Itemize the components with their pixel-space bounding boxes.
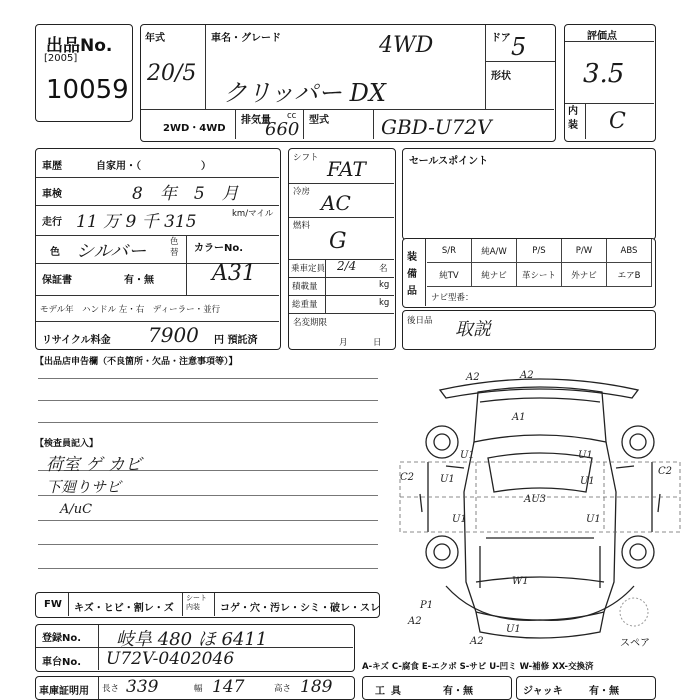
history-box	[35, 148, 281, 350]
equipment-item: 純A/W	[472, 239, 517, 263]
lot-number: 10059	[46, 75, 129, 105]
cc-label: cc	[287, 111, 297, 121]
registration-box	[35, 624, 355, 672]
condition-row	[35, 592, 380, 618]
warranty-options: 有・無	[124, 275, 154, 286]
lot-number-box	[35, 24, 133, 122]
reg-label: 登録No.	[42, 633, 82, 644]
jack-options: 有・無	[589, 686, 619, 697]
damage-mark: C2	[400, 472, 415, 483]
damage-mark: U1	[580, 476, 595, 487]
fuel-value: G	[329, 229, 347, 254]
damage-mark: U1	[460, 450, 475, 461]
door-label: ドア	[491, 33, 511, 44]
capacity-label: 乗車定員	[291, 264, 326, 274]
mileage-value: 11 万 9 千 315	[76, 212, 197, 232]
height-label: 高さ	[274, 684, 292, 694]
seller-notes-label: 【出品店申告欄（不良箇所・欠品・注意事項等）】	[35, 357, 238, 367]
color-no-label: カラーNo.	[194, 243, 244, 254]
color-no-value: A31	[212, 261, 256, 286]
equipment-item: 純TV	[427, 263, 472, 287]
damage-mark: U1	[506, 624, 521, 635]
interior-label: 内装	[568, 106, 578, 131]
inspection-value: 8 年 5 月	[132, 184, 239, 204]
tools-options: 有・無	[443, 686, 473, 697]
damage-mark: A2	[470, 636, 484, 647]
capacity-unit: 名	[379, 264, 388, 274]
chassis-label: 車台No.	[42, 657, 82, 668]
damage-mark: U1	[578, 450, 593, 461]
equipment-item: 外ナビ	[562, 263, 607, 287]
weight-label: 総重量	[292, 300, 318, 310]
specs-box	[288, 148, 396, 350]
damage-legend: A-キズ C-腐食 E-エクボ S-サビ U-凹ミ W-補修 XX-交換済	[362, 662, 594, 672]
damage-mark: U1	[440, 474, 455, 485]
damage-mark: A2	[466, 372, 480, 383]
later-items-label: 後日品	[407, 316, 433, 326]
interior-value: C	[609, 109, 626, 134]
ac-label: 冷房	[293, 187, 311, 197]
recycle-unit: 円 預託済	[214, 335, 258, 346]
recycle-value: 7900	[148, 323, 199, 347]
equipment-item: P/W	[562, 239, 607, 263]
fw-label: FW	[44, 599, 62, 610]
score-value: 3.5	[583, 59, 625, 89]
width-label: 幅	[194, 684, 203, 694]
height-value: 189	[300, 677, 333, 697]
length-value: 339	[126, 677, 159, 697]
history-options: 自家用・（ ）	[96, 161, 211, 172]
expiry-month-day: 月 日	[339, 338, 382, 348]
drive-note: 4WD	[379, 33, 434, 58]
displacement-label: 排気量	[241, 115, 271, 126]
fuel-label: 燃料	[293, 221, 311, 231]
length-label: 長さ	[102, 684, 120, 694]
type-label: 型式	[309, 115, 329, 126]
damage-mark: U1	[586, 514, 601, 525]
shift-label: シフト	[293, 153, 319, 163]
equipment-box	[402, 238, 656, 308]
color-label: 色	[50, 247, 60, 258]
nav-model-label: ナビ型番：	[431, 293, 474, 303]
equipment-item: 革シート	[517, 263, 562, 287]
width-value: 147	[212, 677, 245, 697]
equipment-item: P/S	[517, 239, 562, 263]
garage-cert-row	[35, 676, 355, 700]
score-box	[564, 24, 656, 142]
color-change-label: 色替	[170, 237, 179, 258]
weight-kg: kg	[379, 298, 390, 308]
lot-title: 出品No.	[46, 36, 113, 56]
drive-label: 2WD・4WD	[163, 123, 226, 134]
model-value: クリッパー DX	[223, 79, 386, 107]
history-label: 車歴	[42, 161, 62, 172]
damage-mark: A1	[512, 412, 526, 423]
load-kg: kg	[379, 280, 390, 290]
equipment-item: S/R	[427, 239, 472, 263]
year-value: 20/5	[147, 61, 197, 86]
fw-items: キズ・ヒビ・割レ・ズ	[74, 603, 174, 614]
type-value: GBD-U72V	[381, 115, 492, 139]
equipment-label: 装備品	[407, 252, 417, 297]
load-label: 積載量	[292, 282, 318, 292]
score-label: 評価点	[587, 31, 617, 42]
capacity-value: 2/4	[337, 259, 357, 273]
sales-point-label: セールスポイント	[409, 156, 489, 167]
jack-label: ジャッキ	[523, 686, 563, 697]
inspector-line-2: 下廻りサビ	[46, 478, 122, 496]
jack-box	[516, 676, 656, 700]
damage-mark: P1	[420, 600, 434, 611]
color-value: シルバー	[76, 241, 147, 262]
year-label: 年式	[145, 33, 165, 44]
damage-mark: W1	[512, 576, 529, 587]
shift-value: FAT	[327, 157, 366, 181]
door-value: 5	[511, 33, 527, 61]
warranty-label: 保証書	[42, 275, 72, 286]
damage-mark: C2	[658, 466, 673, 477]
inspector-notes-label: 【検査員記入】	[35, 439, 99, 449]
lot-year: [2005]	[44, 53, 78, 64]
model-label: 車名・グレード	[211, 33, 281, 44]
header-box	[140, 24, 556, 142]
shape-label: 形状	[491, 71, 511, 82]
damage-mark: A2	[408, 616, 422, 627]
cert-label: 車庫証明用	[39, 686, 89, 697]
tools-label: 工具	[375, 686, 407, 697]
inspector-line-1: 荷室 ゲ カビ	[46, 455, 142, 475]
spare-label: スペア	[620, 638, 650, 649]
model-detail: モデル年 ハンドル 左・右 ディーラー・並行	[40, 305, 221, 315]
displacement-value: 660	[265, 119, 300, 140]
sales-point-box	[402, 148, 656, 240]
damage-mark: A2	[520, 370, 534, 381]
damage-mark: U1	[452, 514, 467, 525]
seat-label: シート内装	[186, 594, 207, 611]
inspection-label: 車検	[42, 189, 62, 200]
equipment-item: ABS	[607, 239, 652, 263]
expiry-label: 名変期限	[293, 318, 328, 328]
mileage-unit: km/マイル	[232, 209, 274, 219]
mileage-label: 走行	[42, 217, 62, 228]
recycle-label: リサイクル料金	[42, 335, 111, 346]
chassis-value: U72V-0402046	[106, 649, 235, 669]
inspector-line-3: A/uC	[60, 502, 93, 517]
equipment-item: 純ナビ	[472, 263, 517, 287]
equipment-item: エアB	[607, 263, 652, 287]
later-items-value: 取説	[455, 319, 491, 340]
tools-box	[362, 676, 512, 700]
seat-items: コゲ・穴・汚レ・シミ・破レ・スレ	[220, 603, 380, 614]
car-damage-diagram	[380, 362, 690, 652]
later-items-box	[402, 310, 656, 350]
ac-value: AC	[321, 191, 351, 215]
reg-value: 岐阜 480 ほ 6411	[116, 629, 268, 650]
damage-mark: AU3	[524, 494, 547, 505]
